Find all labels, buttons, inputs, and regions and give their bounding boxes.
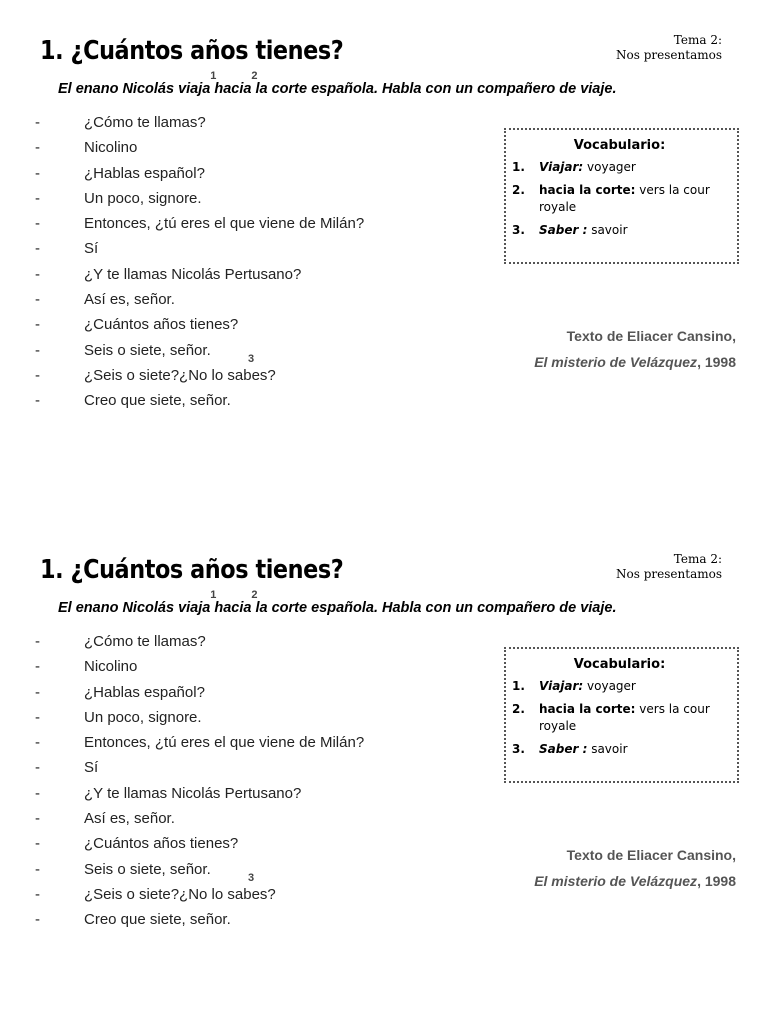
source-credit — [534, 323, 736, 375]
dialogue-dash: - — [35, 316, 40, 334]
credit-book — [534, 868, 736, 894]
dialogue-text: Un poco, signore. — [84, 189, 202, 207]
vocabulary-number: 1. — [512, 679, 525, 693]
credit-author: Texto de Eliacer Cansino, — [566, 328, 736, 344]
worksheet-section — [0, 519, 768, 1031]
vocabulary-definition: voyager — [583, 679, 636, 693]
dialogue-dash: - — [35, 885, 40, 903]
vocabulary-definition: savoir — [587, 223, 628, 237]
vocabulary-term: hacia la corte: — [539, 183, 636, 197]
dialogue-dash: - — [35, 759, 40, 777]
intro-sentence — [58, 70, 617, 97]
dialogue-dash: - — [35, 658, 40, 676]
dialogue-text: Entonces, ¿tú eres el que viene de Milán? — [84, 734, 365, 752]
footnote-marker: 3 — [248, 871, 255, 884]
vocabulary-item — [512, 159, 727, 176]
dialogue-text: Así es, señor. — [84, 291, 175, 309]
footnote-marker: 2 — [251, 589, 258, 601]
footnote-word: hacia 2 — [214, 70, 258, 97]
vocabulary-number: 3. — [512, 742, 525, 756]
vocabulary-list — [512, 159, 727, 239]
vocabulary-number: 2. — [512, 183, 525, 197]
vocabulary-heading: Vocabulario: — [573, 138, 666, 153]
dialogue-text: ¿Hablas español? — [84, 164, 205, 182]
book-year: , 1998 — [697, 873, 736, 889]
dialogue-text: ¿Seis o siete?¿No lo sabes? — [84, 366, 276, 384]
dialogue-text: Así es, señor. — [84, 810, 175, 828]
vocabulary-box — [504, 128, 739, 264]
dialogue-text: ¿Cómo te llamas? — [84, 633, 206, 650]
vocabulary-item — [512, 222, 727, 239]
vocabulary-term: Saber : — [539, 742, 588, 756]
dialogue-text: Seis o siete, señor. — [84, 341, 211, 359]
footnote-word: viaja 1 — [178, 70, 217, 97]
vocabulary-term: Viajar: — [539, 679, 584, 693]
intro-text: la corte española. Habla con un compañero de viaje. — [251, 600, 617, 616]
unit-name: Nos presentamos — [616, 48, 722, 62]
dialogue-text: ¿Y te llamas Nicolás Pertusano? — [84, 265, 302, 283]
intro-text: El enano Nicolás — [58, 81, 179, 97]
vocabulary-heading: Vocabulario: — [573, 657, 666, 672]
dialogue-dash: - — [35, 240, 40, 258]
dialogue-dash: - — [35, 291, 40, 309]
vocabulary-term: Saber : — [539, 223, 588, 237]
dialogue-dash: - — [35, 392, 40, 410]
dialogue-text: Seis o siete, señor. — [84, 860, 211, 878]
dialogue-text: Entonces, ¿tú eres el que viene de Milán? — [84, 215, 365, 233]
footnote-marker: 2 — [251, 70, 258, 82]
vocabulary-item — [512, 182, 727, 216]
dialogue-text: Un poco, signore. — [84, 708, 202, 726]
vocabulary-number: 1. — [512, 160, 525, 174]
vocabulary-box — [504, 647, 739, 783]
dialogue-dash: - — [35, 911, 40, 929]
dialogue-dash: - — [35, 366, 40, 384]
credit-author: Texto de Eliacer Cansino, — [566, 847, 736, 863]
dialogue-dash: - — [35, 189, 40, 207]
dialogue-text: ¿Cómo te llamas? — [84, 114, 206, 131]
footnote-marker: 1 — [210, 589, 217, 601]
unit-label — [616, 33, 722, 63]
dialogue-dash: - — [35, 683, 40, 701]
dialogue-dash: - — [35, 164, 40, 182]
vocabulary-definition: vers la cour royale — [539, 183, 710, 214]
dialogue-text: ¿Y te llamas Nicolás Pertusano? — [84, 784, 302, 802]
vocabulary-definition: voyager — [583, 160, 636, 174]
intro-text: El enano Nicolás — [58, 600, 179, 616]
book-year: , 1998 — [697, 354, 736, 370]
dialogue-text: ¿Seis o siete?¿No lo sabes? — [84, 885, 276, 903]
dialogue-text: Nicolino — [84, 139, 138, 157]
dialogue-dash: - — [35, 114, 40, 131]
dialogue-dash: - — [35, 215, 40, 233]
dialogue-text: ¿Cuántos años tienes? — [84, 316, 239, 334]
footnote-word: viaja 1 — [178, 589, 217, 616]
dialogue-text: Creo que siete, señor. — [84, 392, 231, 410]
dialogue-dash: - — [35, 784, 40, 802]
unit-number: Tema 2: — [673, 33, 722, 47]
dialogue-text: Sí — [84, 240, 99, 258]
dialogue-text: Nicolino — [84, 658, 138, 676]
footnote-word: hacia 2 — [214, 589, 258, 616]
footnote-marker: 3 — [248, 352, 255, 365]
dialogue-dash: - — [35, 139, 40, 157]
vocabulary-item — [512, 678, 727, 695]
vocabulary-number: 3. — [512, 223, 525, 237]
vocabulary-item — [512, 701, 727, 735]
dialogue-dash: - — [35, 810, 40, 828]
vocabulary-definition: vers la cour royale — [539, 702, 710, 733]
intro-sentence — [58, 589, 617, 616]
unit-label — [616, 552, 722, 582]
dialogue-text: Creo que siete, señor. — [84, 911, 231, 929]
vocabulary-definition: savoir — [587, 742, 628, 756]
dialogue-dash: - — [35, 734, 40, 752]
book-title: El misterio de Velázquez — [534, 354, 698, 370]
dialogue-dash: - — [35, 708, 40, 726]
vocabulary-term: Viajar: — [539, 160, 584, 174]
dialogue-text: ¿Cuántos años tienes? — [84, 835, 239, 853]
unit-number: Tema 2: — [673, 552, 722, 566]
vocabulary-list — [512, 678, 727, 758]
page-title: 1. ¿Cuántos años tienes? — [40, 555, 344, 585]
intro-text: la corte española. Habla con un compañero de viaje. — [251, 81, 617, 97]
book-title: El misterio de Velázquez — [534, 873, 698, 889]
dialogue-text: Sí — [84, 759, 99, 777]
dialogue-dash: - — [35, 341, 40, 359]
unit-name: Nos presentamos — [616, 567, 722, 581]
worksheet-section — [0, 0, 768, 512]
vocabulary-item — [512, 741, 727, 758]
dialogue-text: ¿Hablas español? — [84, 683, 205, 701]
footnote-marker: 1 — [210, 70, 217, 82]
credit-book — [534, 349, 736, 375]
dialogue-dash: - — [35, 265, 40, 283]
vocabulary-term: hacia la corte: — [539, 702, 636, 716]
dialogue-dash: - — [35, 633, 40, 650]
dialogue-dash: - — [35, 835, 40, 853]
page-title: 1. ¿Cuántos años tienes? — [40, 36, 344, 66]
source-credit — [534, 842, 736, 894]
vocabulary-number: 2. — [512, 702, 525, 716]
dialogue-dash: - — [35, 860, 40, 878]
